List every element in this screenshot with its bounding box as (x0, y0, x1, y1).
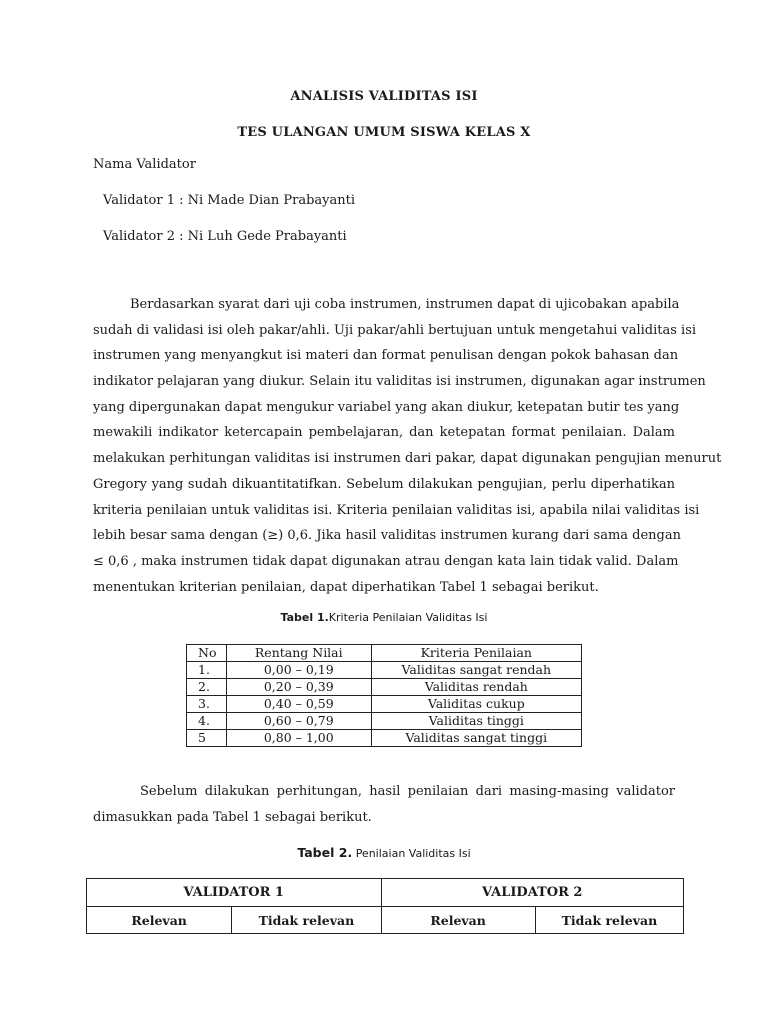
column-header: No (187, 645, 227, 662)
document-title: ANALISIS VALIDITAS ISI (290, 89, 478, 104)
validator-1: Validator 1 : Ni Made Dian Prabayanti (103, 193, 355, 208)
paragraph-second (93, 779, 675, 830)
paragraph-line: yang dipergunakan dapat mengukur variabel yang akan diukur, ketepatan butir tes yang (93, 399, 680, 415)
validator-2: Validator 2 : Ni Luh Gede Prabayanti (103, 229, 347, 244)
validation-table (86, 878, 684, 934)
table-cell: Validitas sangat rendah (371, 662, 581, 679)
table-cell: 0,20 – 0,39 (226, 679, 371, 696)
table-row (187, 730, 582, 747)
table-cell: 5 (187, 730, 227, 747)
table-cell: 0,60 – 0,79 (226, 713, 371, 730)
table-row (187, 696, 582, 713)
paragraph-line: dimasukkan pada Tabel 1 sebagai berikut. (93, 809, 372, 825)
group-header: VALIDATOR 2 (381, 879, 683, 907)
table-cell: Validitas tinggi (371, 713, 581, 730)
paragraph-line: indikator pelajaran yang diukur. Selain itu validitas isi instrumen, digunakan agar instrumen (93, 374, 706, 390)
table1-caption-label: Tabel 1. (280, 611, 329, 624)
table-cell: 0,80 – 1,00 (226, 730, 371, 747)
column-header: Relevan (87, 907, 232, 934)
criteria-table (186, 644, 582, 747)
table1-caption (0, 611, 768, 624)
table-row (187, 713, 582, 730)
table1-caption-text: Kriteria Penilaian Validitas Isi (328, 611, 488, 624)
table-cell: 1. (187, 662, 227, 679)
column-header: Relevan (381, 907, 535, 934)
paragraph-line: kriteria penilaian untuk validitas isi. Kriteria penilaian validitas isi, apabila nilai validitas isi (93, 502, 700, 518)
table-cell: 0,40 – 0,59 (226, 696, 371, 713)
paragraph-line: melakukan perhitungan validitas isi instrumen dari pakar, dapat digunakan pengujian menurut (93, 451, 722, 467)
table-row (187, 679, 582, 696)
table2-caption-text: Penilaian Validitas Isi (355, 847, 471, 860)
paragraph-line: menentukan kriterian penilaian, dapat diperhatikan Tabel 1 sebagai berikut. (93, 579, 599, 595)
paragraph-line: sudah di validasi isi oleh pakar/ahli. Uji pakar/ahli bertujuan untuk mengetahui validitas isi (93, 322, 697, 338)
table-cell: 2. (187, 679, 227, 696)
validator-heading: Nama Validator (93, 157, 196, 172)
table-cell: 0,00 – 0,19 (226, 662, 371, 679)
table-header-row (187, 645, 582, 662)
table-cell: Validitas cukup (371, 696, 581, 713)
table-cell: 3. (187, 696, 227, 713)
paragraph-line: ≤ 0,6 , maka instrumen tidak dapat digunakan atrau dengan kata lain tidak valid. Dalam (93, 553, 679, 569)
column-header: Rentang Nilai (226, 645, 371, 662)
table-header-row (87, 879, 684, 907)
group-header: VALIDATOR 1 (87, 879, 382, 907)
paragraph-line: Berdasarkan syarat dari uji coba instrumen, instrumen dapat di ujicobakan apabila (130, 297, 680, 312)
paragraph-intro (93, 292, 722, 600)
paragraph-line: Gregory yang sudah dikuantitatifkan. Sebelum dilakukan pengujian, perlu diperhatikan (93, 476, 675, 492)
paragraph-line: mewakili indikator ketercapain pembelajaran, dan ketepatan format penilaian. Dalam (93, 425, 675, 441)
column-header: Tidak relevan (535, 907, 683, 934)
paragraph-line: lebih besar sama dengan (≥) 0,6. Jika hasil validitas instrumen kurang dari sama dengan (93, 528, 681, 544)
table-cell: 4. (187, 713, 227, 730)
document-subtitle: TES ULANGAN UMUM SISWA KELAS X (237, 125, 531, 140)
column-header: Kriteria Penilaian (371, 645, 581, 662)
paragraph-line: instrumen yang menyangkut isi materi dan format penulisan dengan pokok bahasan dan (93, 348, 679, 364)
column-header: Tidak relevan (232, 907, 381, 934)
table-row (187, 662, 582, 679)
table-subheader-row (87, 907, 684, 934)
table2-caption-label: Tabel 2. (297, 845, 353, 860)
table2-caption (0, 845, 768, 860)
table-cell: Validitas sangat tinggi (371, 730, 581, 747)
table-cell: Validitas rendah (371, 679, 581, 696)
paragraph-line: Sebelum dilakukan perhitungan, hasil penilaian dari masing-masing validator (140, 784, 675, 799)
